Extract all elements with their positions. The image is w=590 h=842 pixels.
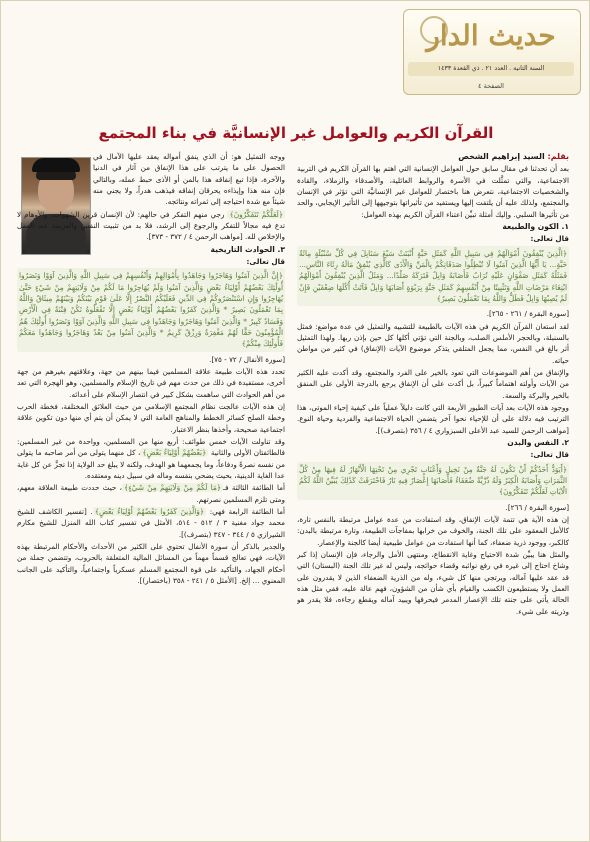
body-text: ، كل منهما يتولى من أمر صاحبه ما يتولى من نفسه نصرةً ودفاعاً، وما يجمعهما هو الهدف، ولكنه لا يبلغ حد الولاية إذا تجزَّ عن كل غاية عدا الغاية الدينية، بحيث يضحي بنفسه وماله في سبيل دينه ومعتقده. [17,448,285,480]
body-paragraph: إن هذه الآيات عالجت نظام المجتمع الإسلامي من حيث العلائق المختلفة، فخطة الحرب وخطة الصلح كسائر الخطط والمناهج العامة التي لا يمكن أن يتم أي منها دون تكوين علاقة اجتماعية صحيحة، وأخذها بنظر الاعتبار. [17,401,285,434]
body-paragraph: ووجه التمثيل هو: أن الذي ينفق أمواله يعقد عليها الآمال في الحصول على ما يترتب على هذا الإنفاق من آثار في الدنيا والآخرة، فإذا تبع إنفاقه هذا بالمن أو الأذى حبط عمله، وبالتالي فإن منه هذا وإيذاءه يحرقان إنفاقه فيذهب هدراً، ولا يجني منه شيئاً مع شدة احتياجه إلى ثمراته ونتائجه. [93,152,285,207]
body-paragraph: إن هذه الآية هي تتمة لآيات الإنفاق، وقد استفادت من عدة عوامل مرتبطة بالنفس تارة، كالأمل المعقود على تلك الجنة، والخوف من خرابها بمفاجآت الطبيعة، وتارة مرتبطة بالبدن: كالكبر، ووجود ذرية ضعفاء، كما أنها استفادت من عوامل طبيعية أيضا كالجنة والإعصار. [297,514,569,547]
article-column-right [297,151,569,831]
body-text: أما الطائفة الرابعة فهي: [209,506,285,516]
verse-reference: [سورة البقرة / ٢٦١ - ٢٦٥]. [486,309,569,319]
verse-reference: [سورة البقرة / ٢٦٦]. [505,502,569,512]
section-heading-soul-body: ٢. النفس والبدن [507,438,569,448]
quran-verse: ﴿الَّذِينَ يُنْفِقُونَ أَمْوَالَهُمْ فِي سَبِيلِ اللَّهِ كَمَثَلِ حَبَّةٍ أَنْبَتَتْ سَبْعَ سَنَابِلَ فِي كُلِّ سُنْبُلَةٍ مِائَةُ حَبَّةٍ... يَا أَيُّهَا الَّذِينَ آمَنُوا لَا تُبْطِلُوا صَدَقَاتِكُمْ بِالْمَنِّ وَالْأَذَى كَالَّذِي يُنْفِقُ مَالَهُ رِئَاءَ النَّاسِ... فَمَثَلُهُ كَمَثَلِ صَفْوَانٍ عَلَيْهِ تُرَابٌ فَأَصَابَهُ وَابِلٌ فَتَرَكَهُ صَلْدًا... وَمَثَلُ الَّذِينَ يُنْفِقُونَ أَمْوَالَهُمُ ابْتِغَاءَ مَرْضَاتِ اللَّهِ وَتَثْبِيتًا مِنْ أَنْفُسِهِمْ كَمَثَلِ جَنَّةٍ بِرَبْوَةٍ أَصَابَهَا وَابِلٌ فَآتَتْ أُكُلَهَا ضِعْفَيْنِ فَإِنْ لَمْ يُصِبْهَا وَابِلٌ فَطَلٌّ وَاللَّهُ بِمَا تَعْمَلُونَ بَصِيرٌ﴾ [297,246,569,306]
body-paragraph [17,506,285,540]
body-paragraph: والجدير بالذكر أن سورة الأنفال تحتوي على الكثير من الأحداث والأحكام المرتبطة بهذه الآيات، فهي تعالج قسماً مهماً من المسائل المالية المتعلقة بالحروب، وتتضمن جملة من أحكام الجهاد، والتأكيد على قوة المجتمع المسلم عسكرياً واجتماعياً، والتأكيد على الجانب المعنوي ... إلخ. [الأمثل ٥ / ٢٤١ - ٣٥٨ (باختصار)]. [17,542,285,586]
article-column-left [17,151,285,831]
issue-info: السنة الثانية . العدد ٢١ . ذي القعدة ١٤٣٣ [408,62,574,76]
intro-paragraph: بعد أن تحدثنا في مقال سابق حول العوامل الإنسانية التي اهتم بها القرآن الكريم في التربية الاجتماعية، والتي تمثَّلت في الأسرة والروابط العائلية، والأصدقاء والزملاء، والقادة والشخصيات الاجتماعية، نتعرض هنا باختصار للعوامل غير الإنسانيَّة التي تؤثر في الإنسان والمجتمع، ولذلك عليه أن يلتفت إليها ويستفيد من تأثيراتها بتوجيهها إلى التأثير الإيجابي، والحد من تأثيرها السلبي. وإليك أمثلة تبيِّن اعتناء القرآن الكريم بهذه العوامل: [297,164,569,219]
section-heading-history: ٣. الحوادث التاريخية [210,244,285,254]
quran-verse: ﴿إِنَّ الَّذِينَ آمَنُوا وَهَاجَرُوا وَجَاهَدُوا بِأَمْوَالِهِمْ وَأَنْفُسِهِمْ فِي سَبِيلِ اللَّهِ وَالَّذِينَ آوَوْا وَنَصَرُوا أُولَٰئِكَ بَعْضُهُمْ أَوْلِيَاءُ بَعْضٍ وَالَّذِينَ آمَنُوا وَلَمْ يُهَاجِرُوا مَا لَكُمْ مِنْ وَلَايَتِهِمْ مِنْ شَيْءٍ حَتَّىٰ يُهَاجِرُوا وَإِنِ اسْتَنْصَرُوكُمْ فِي الدِّينِ فَعَلَيْكُمُ النَّصْرُ إِلَّا عَلَىٰ قَوْمٍ بَيْنَكُمْ وَبَيْنَهُمْ مِيثَاقٌ وَاللَّهُ بِمَا تَعْمَلُونَ بَصِيرٌ * وَالَّذِينَ كَفَرُوا بَعْضُهُمْ أَوْلِيَاءُ بَعْضٍ إِلَّا تَفْعَلُوهُ تَكُنْ فِتْنَةٌ فِي الْأَرْضِ وَفَسَادٌ كَبِيرٌ * وَالَّذِينَ آمَنُوا وَهَاجَرُوا وَجَاهَدُوا فِي سَبِيلِ اللَّهِ وَالَّذِينَ آوَوْا وَنَصَرُوا أُولَٰئِكَ هُمُ الْمُؤْمِنُونَ حَقًّا لَهُمْ مَغْفِرَةٌ وَرِزْقٌ كَرِيمٌ * وَالَّذِينَ آمَنُوا مِنْ بَعْدُ وَهَاجَرُوا وَجَاهَدُوا مَعَكُمْ فَأُولَٰئِكَ مِنْكُمْ﴾ [17,268,285,351]
body-paragraph [17,436,285,481]
quote-label: قال تعالى: [530,450,569,460]
masthead [403,9,581,95]
body-text: ، حيث حددت طبيعة العلاقة معهم، ومتى تلزم المسلمين نصرتهم. [17,483,285,504]
page-number: الصفحة ٤ [478,82,504,90]
body-paragraph: ووجود هذه الآيات بعد آيات الطيور الأربعة التي كانت دليلاً عملياً على كيفية إحياء الموتى، هذا الترتيب فيه دلالة على أن للإحياء نحوا آخر يتضمن الحياة الاجتماعية والفردية وحياة النوع. [مواهب الرحمن للسيد عبد الأعلى السبزواري ٤ / ٣٥٦ (بتصرف)]. [297,402,569,435]
article-title: القرآن الكريم والعوامل غير الإنسانيَّة في بناء المجتمع [98,124,494,142]
body-paragraph: تحدد هذه الآيات طبيعة علاقة المسلمين فيما بينهم من جهة، وعلاقتهم بغيرهم من جهة أخرى، مستفيدة في ذلك من حدث مهم في تاريخ الإسلام والمسلمين، وهو الهجرة التي تعد من أهم الحوادث التي ساهمت بشكل كبير في انتصار الإسلام على أعدائه. [17,366,285,399]
body-paragraph [17,209,285,243]
quran-verse: ﴿بَعْضُهُمْ أَوْلِيَاءُ بَعْضٍ﴾ [142,448,207,458]
body-paragraph: لقد استعان القرآن الكريم في هذه الآيات بالطبيعة للتشبيه والتمثيل في عدة مواضع: فمثل بالسنبلة، وبالحجر الأملس الصلب، وبالجنة التي تؤتي أكلها كل حين بإذن ربها. ولهذا التمثيل أثر بالغ في النفس، مما يجعل المتلقي يتذكر موضوع الآيات (الإنفاق) في كثير من مواطن حياته. [297,321,569,365]
quote-label: قال تعالى: [530,234,569,244]
body-paragraph: والإنفاق من أهم الموضوعات التي تعود بالخير على الفرد والمجتمع، وقد أكدت عليه الكثير من الآيات وأولته اهتماماً كبيراً، بل أكدت على أن الإنفاق يرجع بالدرجة الأولى على المنفق بالخير والبركة والسعة. [297,367,569,400]
quran-verse: ﴿أَيَوَدُّ أَحَدُكُمْ أَنْ تَكُونَ لَهُ جَنَّةٌ مِنْ نَخِيلٍ وَأَعْنَابٍ تَجْرِي مِنْ تَحْتِهَا الْأَنْهَارُ لَهُ فِيهَا مِنْ كُلِّ الثَّمَرَاتِ وَأَصَابَهُ الْكِبَرُ وَلَهُ ذُرِّيَّةٌ ضُعَفَاءُ فَأَصَابَهَا إِعْصَارٌ فِيهِ نَارٌ فَاحْتَرَقَتْ كَذَٰلِكَ يُبَيِّنُ اللَّهُ لَكُمُ الْآيَاتِ لَعَلَّكُمْ تَتَفَكَّرُونَ﴾ [297,462,569,500]
section-heading-nature: ١. الكون والطبيعة [502,222,569,232]
byline-label: بقلم: [547,152,569,161]
body-text: وقد تناولت الآيات خمس طوائف: أربع منها من المسلمين، وواحدة من غير المسلمين: فالطائفتان الأولى والثانية [17,436,285,458]
masthead-logo: حديث الدار [426,19,556,52]
photo-wrap-text [93,151,285,208]
body-paragraph [17,482,285,505]
body-paragraph: والمثل هنا يبيِّن شدة الاحتياج وغاية الانقطاع، ومنتهى الأمل والرجاء، فإن الإنسان إذا كبر وشاخ احتاج إلى غيره في رفع نوائبه وقضاء حوائجه، وليس له غير تلك الجنة (البستان) التي قد عقد عليها آماله، ويرتجي منها كل شيء، وله من الذرية الضعفاء الذين لا يقدرون على العمل ولا يستطيعون الكسب والقيام بأي شأن من الشؤون، فهم عالة عليه، ففي مثل هذه الحالة يأتي على جنته تلك الإعصار المدمر فيحرقها ويبيد آماله ويقطع رجاءه، فلا يقدر هو وذريته على شيء. [297,549,569,616]
quran-verse: ﴿وَالَّذِينَ كَفَرُوا بَعْضُهُمْ أَوْلِيَاءُ بَعْضٍ﴾ [94,506,205,516]
body-text: . [تفسير الكاشف للشيخ محمد جواد مغنية ٣ / ٥١٢ - ٥١٤، الأمثل في تفسير كتاب الله المنزل للشيخ مكارم الشيرازي ٥ / ٣٤٤ - ٣٤٧ (بتصرف)]. [17,506,285,539]
body-text: رجي منهم التفكر في حالهم: لأن الإنسان قرين الشهوات، والأوهام لا تدع فيه مجالاً للتفكر والرجوع إلى الرشد، فلا بد من تثبيت النفس والعزيمة عند العمل والإخلاص لله. [مواهب الرحمن ٤ / ٣٧٢ - ٣٧٣]. [17,209,285,242]
verse-reference: [سورة الأنفال / ٧٢ - ٧٥]. [209,354,285,364]
author-name: السيد إبراهيم الشخص [458,152,545,161]
quote-label: قال تعالى: [246,257,285,267]
body-text: أما الطائفة الثالثة فـ [223,483,285,493]
quran-verse: ﴿لَعَلَّكُمْ تَتَفَكَّرُونَ﴾ [229,209,283,219]
byline [297,151,569,162]
quran-verse: ﴿مَا لَكُمْ مِنْ وَلَايَتِهِمْ مِنْ شَيْءٍ﴾ [123,483,222,493]
